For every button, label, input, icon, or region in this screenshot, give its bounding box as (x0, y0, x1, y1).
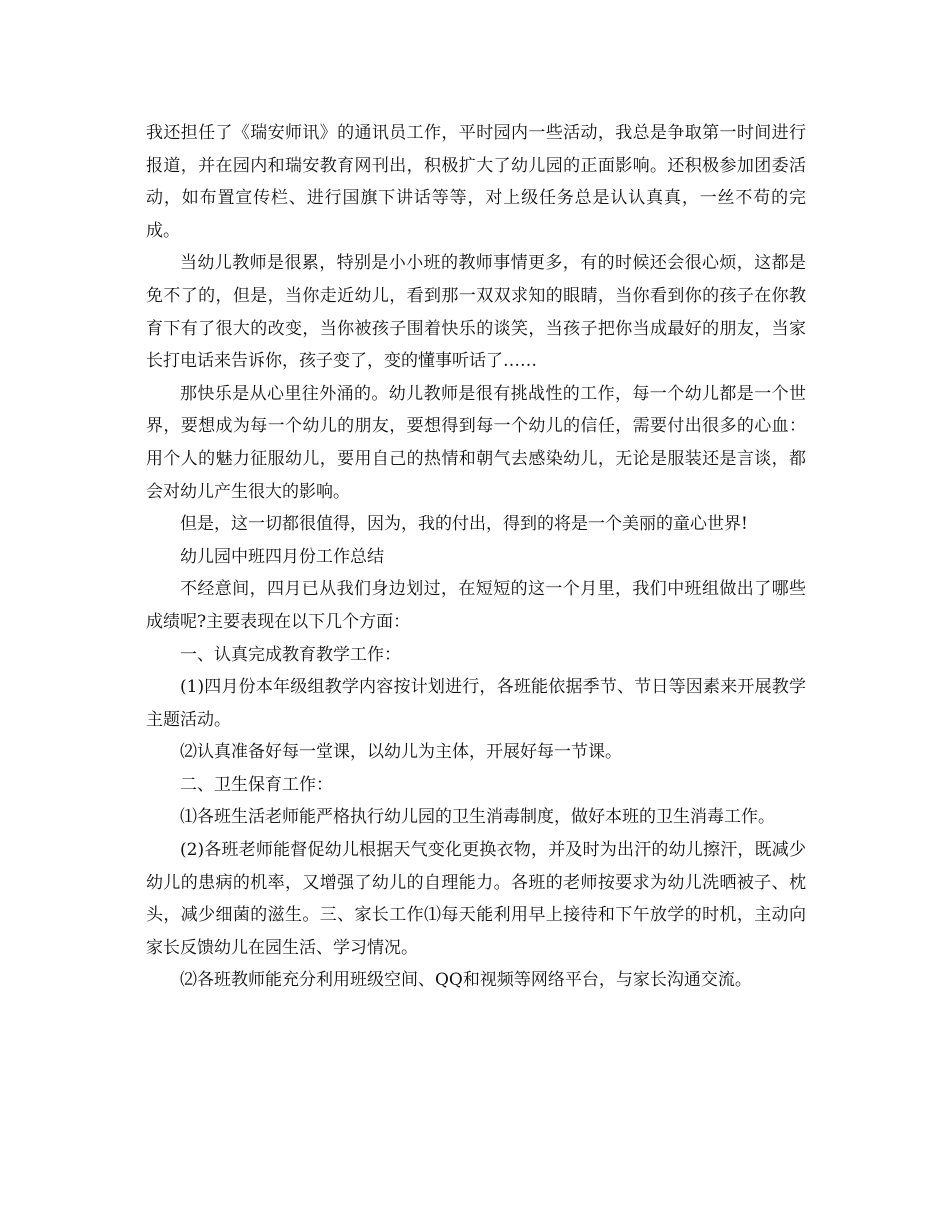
section-title-april-summary: 幼儿园中班四月份工作总结 (180, 546, 384, 567)
list-item-teaching-2: ⑵认真准备好每一堂课，以幼儿为主体，开展好每一节课。 (180, 742, 622, 763)
list-item-hygiene-2: (2)各班老师能督促幼儿根据天气变化更换衣物，并及时为出汗的幼儿擦汗，既减少幼儿的患病的机率，又增强了幼儿的自理能力。各班的老师按要求为幼儿洗晒被子、枕头，减少细菌的滋生。三、家长工作⑴每天能利用早上接待和下午放学的时机，主动向家长反馈幼儿在园生活、学习情况。 (146, 840, 806, 958)
document-page (146, 117, 806, 997)
list-item-parent-2: ⑵各班教师能充分利用班级空间、QQ和视频等网络平台，与家长沟通交流。 (180, 970, 752, 991)
list-item-teaching-1: (1)四月份本年级组教学内容按计划进行，各班能依据季节、节日等因素来开展教学主题活动。 (146, 677, 806, 730)
paragraph-reporter-work: 我还担任了《瑞安师讯》的通讯员工作，平时园内一些活动，我总是争取第一时间进行报道，并在园内和瑞安教育网刊出，积极扩大了幼儿园的正面影响。还积极参加团委活动，如布置宣传栏、进行国旗下讲话等等，对上级任务总是认认真真，一丝不苟的完成。 (146, 123, 806, 241)
paragraph-worth-it: 但是，这一切都很值得，因为，我的付出，得到的将是一个美丽的童心世界! (180, 514, 748, 535)
heading-teaching-work: 一、认真完成教育教学工作： (180, 644, 401, 665)
list-item-hygiene-1: ⑴各班生活老师能严格执行幼儿园的卫生消毒制度，做好本班的卫生消毒工作。 (180, 807, 775, 828)
paragraph-intro: 不经意间，四月已从我们身边划过，在短短的这一个月里，我们中班组做出了哪些成绩呢?主要表现在以下几个方面： (146, 579, 806, 632)
heading-hygiene-work: 二、卫生保育工作： (180, 774, 333, 795)
paragraph-joy: 那快乐是从心里往外涌的。幼儿教师是很有挑战性的工作，每一个幼儿都是一个世界，要想成为每一个幼儿的朋友，要想得到每一个幼儿的信任，需要付出很多的心血：用个人的魅力征服幼儿，要用自己的热情和朝气去感染幼儿，无论是服装还是言谈，都会对幼儿产生很大的影响。 (146, 383, 806, 502)
paragraph-teacher-tired: 当幼儿教师是很累，特别是小小班的教师事情更多，有的时候还会很心烦，这都是免不了的，但是，当你走近幼儿，看到那一双双求知的眼睛，当你看到你的孩子在你教育下有了很大的改变，当你被孩子围着快乐的谈笑，当孩子把你当成最好的朋友，当家长打电话来告诉你，孩子变了，变的懂事听话了…… (146, 253, 806, 372)
